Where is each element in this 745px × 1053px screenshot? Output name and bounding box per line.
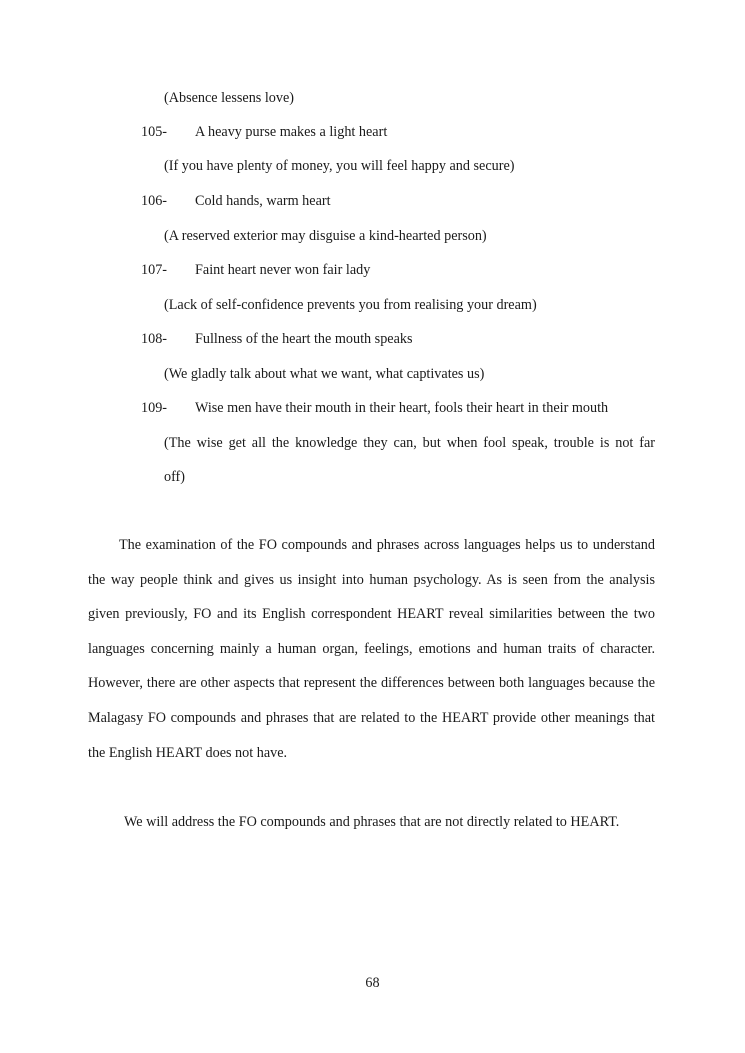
proverb-gloss-104: (Absence lessens love) [164,90,295,106]
proverb-gloss-106: (A reserved exterior may disguise a kind-hearted person) [164,228,487,244]
proverb-text-109: Wise men have their mouth in their heart, fools their heart in their mouth [195,400,609,416]
body-paragraph-2: We will address the FO compounds and phrases that are not directly related to HEART. [124,814,620,830]
proverb-gloss-109-line-1: (The wise get all the knowledge they can, but when fool speak, trouble is not far [164,435,655,451]
proverb-number-107: 107- [141,262,168,278]
proverb-number-108: 108- [141,331,168,347]
proverb-text-108: Fullness of the heart the mouth speaks [195,331,413,347]
proverb-gloss-105: (If you have plenty of money, you will feel happy and secure) [164,158,515,174]
proverb-text-105: A heavy purse makes a light heart [195,124,388,140]
page-number: 68 [365,975,380,991]
proverb-number-105: 105- [141,124,168,140]
proverb-gloss-109-line-2: off) [164,469,186,485]
proverb-text-106: Cold hands, warm heart [195,193,331,209]
body-paragraph-1: The examination of the FO compounds and phrases across languages helps us to understand the way people think and gives us insight into human psychology. As is seen from the analysis given previously, FO and its English correspondent HEART reveal similarities between the two languages concerning mainly a human organ, feelings, emotions and human traits of character. However, there are other aspects that represent the differences between both languages because the Malagasy FO compounds and phrases that are related to the HEART provide other meanings that the English HEART does not have. [88,537,655,761]
proverb-number-109: 109- [141,400,168,416]
proverb-gloss-107: (Lack of self-confidence prevents you from realising your dream) [164,297,537,313]
proverb-number-106: 106- [141,193,168,209]
proverb-gloss-108: (We gladly talk about what we want, what captivates us) [164,366,485,382]
proverb-text-107: Faint heart never won fair lady [195,262,371,278]
